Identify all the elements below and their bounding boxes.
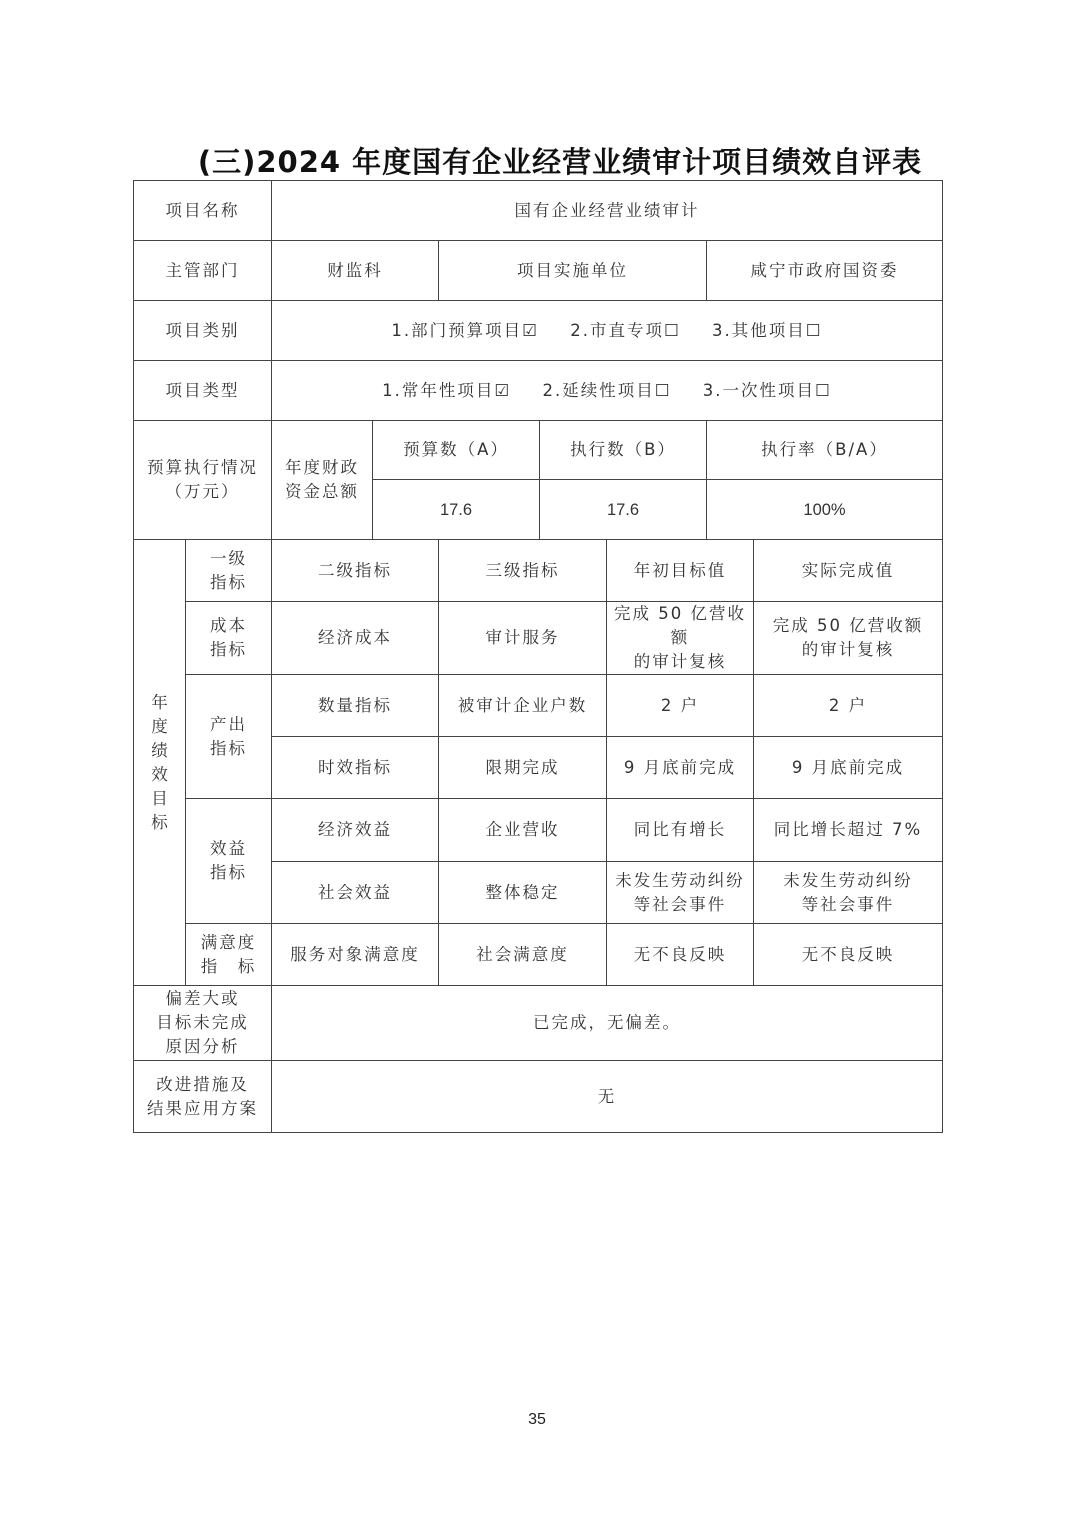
satisfaction-level2: 服务对象满意度 [272,924,439,986]
execution-rate-header: 执行率（B/A） [707,421,943,480]
annual-funds-total-label: 年度财政 资金总额 [272,421,373,540]
improvement-value: 无 [272,1061,943,1133]
deviation-label: 偏差大或 目标未完成 原因分析 [134,986,272,1061]
implementing-unit-value: 咸宁市政府国资委 [707,241,943,301]
satisfaction-actual: 无不良反映 [754,924,943,986]
deviation-value: 已完成，无偏差。 [272,986,943,1061]
improvement-row [134,1061,943,1133]
social-benefit-target: 未发生劳动纠纷 等社会事件 [607,862,754,924]
page-title: (三)2024 年度国有企业经营业绩审计项目绩效自评表 [197,145,923,179]
timeliness-actual: 9 月底前完成 [754,737,943,799]
satisfaction-target: 无不良反映 [607,924,754,986]
budget-header-row [134,421,943,480]
type-option-annual: 1.常年性项目☑ [382,380,512,400]
actual-completion-header: 实际完成值 [754,540,943,602]
benefit-economic-row [134,799,943,862]
type-option-continuing: 2.延续性项目☐ [542,380,672,400]
output-target: 2 户 [607,675,754,737]
satisfaction-row [134,924,943,986]
social-benefit-level2: 社会效益 [272,862,439,924]
category-option-city-special: 2.市直专项☐ [570,320,681,340]
cost-level3: 审计服务 [439,602,607,675]
executed-amount-value: 17.6 [540,480,707,540]
department-value: 财监科 [272,241,439,301]
cost-level2: 经济成本 [272,602,439,675]
social-benefit-actual: 未发生劳动纠纷 等社会事件 [754,862,943,924]
timeliness-target: 9 月底前完成 [607,737,754,799]
project-category-options [272,301,943,361]
level3-indicator-header: 三级指标 [439,540,607,602]
output-quantity-row [134,675,943,737]
implementing-unit-label: 项目实施单位 [439,241,707,301]
project-category-row [134,301,943,361]
project-name-value: 国有企业经营业绩审计 [272,181,943,241]
economic-benefit-actual: 同比增长超过 7% [754,799,943,862]
cost-indicator-row [134,602,943,675]
page-number: 35 [528,1411,546,1428]
cost-indicator-label: 成本 指标 [186,602,272,675]
cost-actual: 完成 50 亿营收额 的审计复核 [754,602,943,675]
project-name-label: 项目名称 [134,181,272,241]
department-row [134,241,943,301]
department-label: 主管部门 [134,241,272,301]
project-name-row [134,181,943,241]
performance-evaluation-table [133,180,943,1133]
type-option-one-time: 3.一次性项目☐ [702,380,832,400]
budget-amount-header: 预算数（A） [373,421,540,480]
economic-benefit-target: 同比有增长 [607,799,754,862]
budget-execution-label: 预算执行情况 （万元） [134,421,272,540]
project-type-options [272,361,943,421]
social-benefit-level3: 整体稳定 [439,862,607,924]
level1-indicator-header: 一级 指标 [186,540,272,602]
category-option-other: 3.其他项目☐ [712,320,823,340]
satisfaction-level3: 社会满意度 [439,924,607,986]
satisfaction-indicator-label: 满意度 指 标 [186,924,272,986]
timeliness-level2: 时效指标 [272,737,439,799]
project-category-label: 项目类别 [134,301,272,361]
benefit-indicator-label: 效益 指标 [186,799,272,924]
budget-amount-value: 17.6 [373,480,540,540]
output-level3: 被审计企业户数 [439,675,607,737]
execution-rate-value: 100% [707,480,943,540]
category-option-department-budget: 1.部门预算项目☑ [391,320,539,340]
economic-benefit-level3: 企业营收 [439,799,607,862]
timeliness-level3: 限期完成 [439,737,607,799]
project-type-row [134,361,943,421]
improvement-label: 改进措施及 结果应用方案 [134,1061,272,1133]
goals-header-row [134,540,943,602]
executed-amount-header: 执行数（B） [540,421,707,480]
annual-performance-goals-label: 年 度 绩 效 目 标 [134,540,186,986]
cost-target: 完成 50 亿营收额 的审计复核 [607,602,754,675]
deviation-row [134,986,943,1061]
output-level2: 数量指标 [272,675,439,737]
economic-benefit-level2: 经济效益 [272,799,439,862]
initial-target-header: 年初目标值 [607,540,754,602]
output-actual: 2 户 [754,675,943,737]
level2-indicator-header: 二级指标 [272,540,439,602]
output-indicator-label: 产出 指标 [186,675,272,799]
project-type-label: 项目类型 [134,361,272,421]
